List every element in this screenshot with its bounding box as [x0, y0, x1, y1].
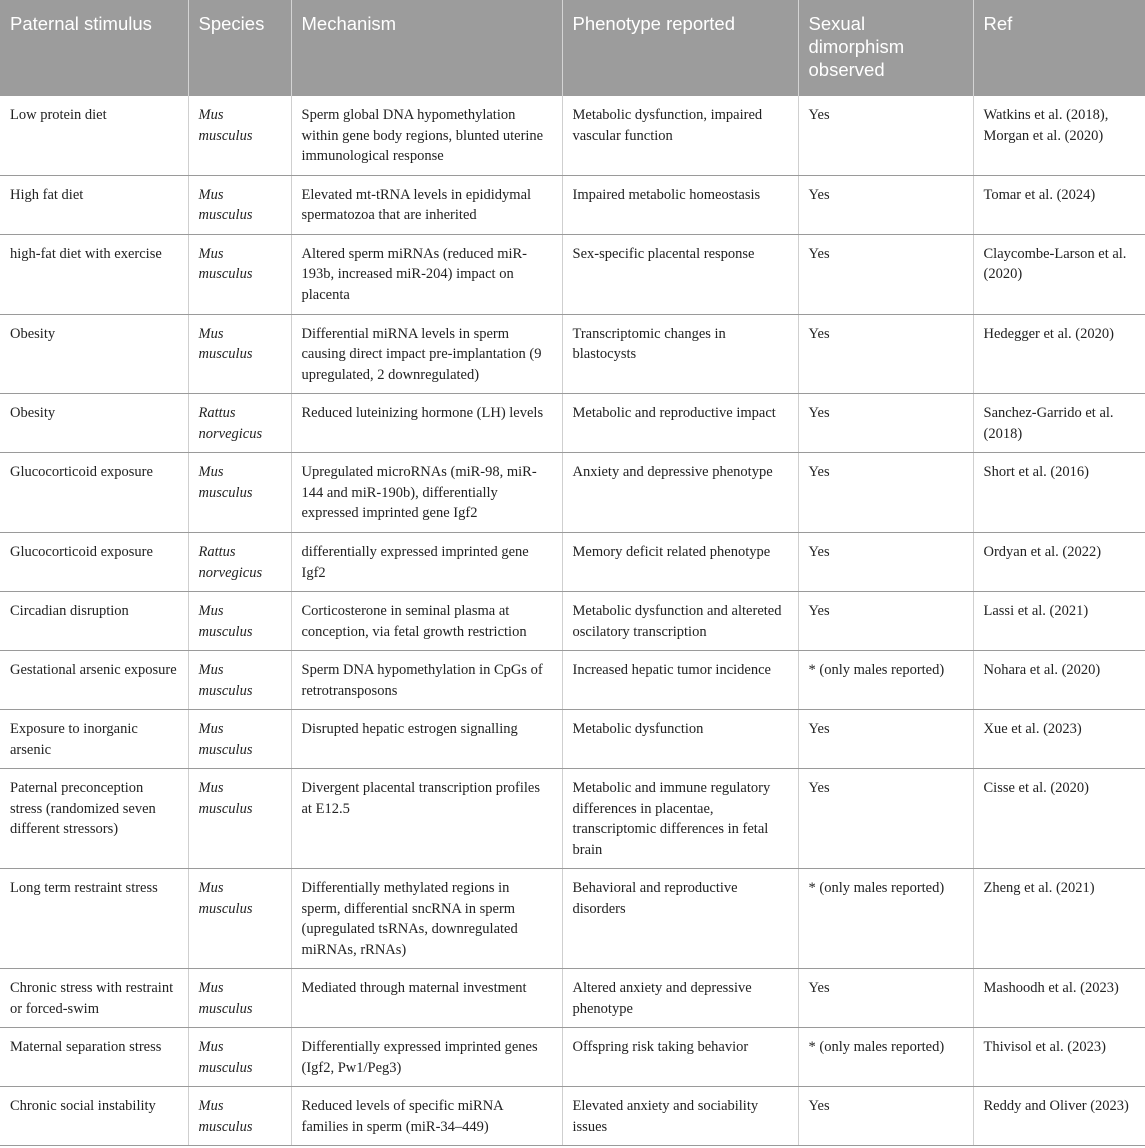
mechanism-cell: Differentially expressed imprinted genes (Igf2, Pw1/Peg3): [291, 1028, 562, 1087]
species-cell: Mus musculus: [188, 1087, 291, 1146]
ref-cell: Ordyan et al. (2022): [973, 533, 1145, 592]
species-cell: Rattus norvegicus: [188, 394, 291, 453]
stimulus-cell: High fat diet: [0, 175, 188, 234]
dimorphism-cell: Yes: [798, 1087, 973, 1146]
table-row: [0, 175, 1145, 234]
dimorphism-cell: Yes: [798, 394, 973, 453]
header-row: [0, 0, 1145, 96]
table-row: [0, 453, 1145, 533]
dimorphism-cell: Yes: [798, 96, 973, 175]
species-cell: Mus musculus: [188, 710, 291, 769]
phenotype-cell: Behavioral and reproductive disorders: [562, 869, 798, 969]
dimorphism-cell: Yes: [798, 769, 973, 869]
table-row: [0, 769, 1145, 869]
table-row: [0, 869, 1145, 969]
header-paternal-stimulus: Paternal stimulus: [0, 0, 188, 96]
dimorphism-cell: * (only males reported): [798, 651, 973, 710]
stimulus-cell: Glucocorticoid exposure: [0, 453, 188, 533]
stimulus-cell: Glucocorticoid exposure: [0, 533, 188, 592]
ref-cell: Nohara et al. (2020): [973, 651, 1145, 710]
phenotype-cell: Altered anxiety and depressive phenotype: [562, 969, 798, 1028]
species-cell: Mus musculus: [188, 769, 291, 869]
header-phenotype-reported: Phenotype reported: [562, 0, 798, 96]
phenotype-cell: Metabolic dysfunction: [562, 710, 798, 769]
header-sexual-dimorphism: Sexual dimorphism observed: [798, 0, 973, 96]
ref-cell: Zheng et al. (2021): [973, 869, 1145, 969]
ref-cell: Cisse et al. (2020): [973, 769, 1145, 869]
dimorphism-cell: Yes: [798, 710, 973, 769]
ref-cell: Thivisol et al. (2023): [973, 1028, 1145, 1087]
ref-cell: Reddy and Oliver (2023): [973, 1087, 1145, 1146]
phenotype-cell: Impaired metabolic homeostasis: [562, 175, 798, 234]
mechanism-cell: Upregulated microRNAs (miR-98, miR-144 and miR-190b), differentially expressed imprinted gene Igf2: [291, 453, 562, 533]
mechanism-cell: Elevated mt-tRNA levels in epididymal spermatozoa that are inherited: [291, 175, 562, 234]
table-row: [0, 1087, 1145, 1146]
ref-cell: Xue et al. (2023): [973, 710, 1145, 769]
table-row: [0, 533, 1145, 592]
dimorphism-cell: Yes: [798, 175, 973, 234]
mechanism-cell: Divergent placental transcription profiles at E12.5: [291, 769, 562, 869]
table-row: [0, 234, 1145, 314]
ref-cell: Watkins et al. (2018), Morgan et al. (2020): [973, 96, 1145, 175]
mechanism-cell: Corticosterone in seminal plasma at conception, via fetal growth restriction: [291, 592, 562, 651]
stimulus-cell: Exposure to inorganic arsenic: [0, 710, 188, 769]
table-header: [0, 0, 1145, 96]
stimulus-cell: Chronic social instability: [0, 1087, 188, 1146]
dimorphism-cell: Yes: [798, 453, 973, 533]
species-cell: Mus musculus: [188, 592, 291, 651]
stimulus-cell: Maternal separation stress: [0, 1028, 188, 1087]
stimulus-cell: high-fat diet with exercise: [0, 234, 188, 314]
phenotype-cell: Elevated anxiety and sociability issues: [562, 1087, 798, 1146]
ref-cell: Hedegger et al. (2020): [973, 314, 1145, 394]
species-cell: Rattus norvegicus: [188, 533, 291, 592]
header-mechanism: Mechanism: [291, 0, 562, 96]
ref-cell: Sanchez-Garrido et al. (2018): [973, 394, 1145, 453]
table-row: [0, 1028, 1145, 1087]
stimulus-cell: Gestational arsenic exposure: [0, 651, 188, 710]
stimulus-cell: Low protein diet: [0, 96, 188, 175]
species-cell: Mus musculus: [188, 453, 291, 533]
dimorphism-cell: Yes: [798, 234, 973, 314]
mechanism-cell: Reduced levels of specific miRNA families in sperm (miR-34–449): [291, 1087, 562, 1146]
mechanism-cell: Differentially methylated regions in sperm, differential sncRNA in sperm (upregulated tsRNAs, downregulated miRNAs, rRNAs): [291, 869, 562, 969]
mechanism-cell: Reduced luteinizing hormone (LH) levels: [291, 394, 562, 453]
mechanism-cell: Differential miRNA levels in sperm causing direct impact pre-implantation (9 upregulated, 2 downregulated): [291, 314, 562, 394]
mechanism-cell: Altered sperm miRNAs (reduced miR-193b, increased miR-204) impact on placenta: [291, 234, 562, 314]
ref-cell: Tomar et al. (2024): [973, 175, 1145, 234]
stimulus-cell: Obesity: [0, 394, 188, 453]
phenotype-cell: Offspring risk taking behavior: [562, 1028, 798, 1087]
stimulus-cell: Chronic stress with restraint or forced-swim: [0, 969, 188, 1028]
mechanism-cell: Disrupted hepatic estrogen signalling: [291, 710, 562, 769]
table-row: [0, 592, 1145, 651]
table-row: [0, 394, 1145, 453]
table-row: [0, 710, 1145, 769]
table-row: [0, 314, 1145, 394]
stimulus-cell: Long term restraint stress: [0, 869, 188, 969]
ref-cell: Lassi et al. (2021): [973, 592, 1145, 651]
dimorphism-cell: * (only males reported): [798, 869, 973, 969]
mechanism-cell: Sperm global DNA hypomethylation within gene body regions, blunted uterine immunological response: [291, 96, 562, 175]
mechanism-cell: Sperm DNA hypomethylation in CpGs of retrotransposons: [291, 651, 562, 710]
phenotype-cell: Metabolic and reproductive impact: [562, 394, 798, 453]
dimorphism-cell: Yes: [798, 314, 973, 394]
stimulus-cell: Obesity: [0, 314, 188, 394]
dimorphism-cell: Yes: [798, 592, 973, 651]
table-row: [0, 96, 1145, 175]
species-cell: Mus musculus: [188, 234, 291, 314]
stimulus-cell: Circadian disruption: [0, 592, 188, 651]
mechanism-cell: differentially expressed imprinted gene Igf2: [291, 533, 562, 592]
phenotype-cell: Transcriptomic changes in blastocysts: [562, 314, 798, 394]
table-row: [0, 969, 1145, 1028]
ref-cell: Claycombe-Larson et al. (2020): [973, 234, 1145, 314]
dimorphism-cell: Yes: [798, 969, 973, 1028]
species-cell: Mus musculus: [188, 314, 291, 394]
phenotype-cell: Metabolic and immune regulatory differences in placentae, transcriptomic differences in fetal brain: [562, 769, 798, 869]
header-species: Species: [188, 0, 291, 96]
phenotype-cell: Metabolic dysfunction and altereted oscilatory transcription: [562, 592, 798, 651]
species-cell: Mus musculus: [188, 96, 291, 175]
table-row: [0, 651, 1145, 710]
species-cell: Mus musculus: [188, 175, 291, 234]
species-cell: Mus musculus: [188, 1028, 291, 1087]
species-cell: Mus musculus: [188, 969, 291, 1028]
phenotype-cell: Increased hepatic tumor incidence: [562, 651, 798, 710]
header-ref: Ref: [973, 0, 1145, 96]
species-cell: Mus musculus: [188, 651, 291, 710]
table-body: [0, 96, 1145, 1146]
species-cell: Mus musculus: [188, 869, 291, 969]
dimorphism-cell: Yes: [798, 533, 973, 592]
phenotype-cell: Metabolic dysfunction, impaired vascular function: [562, 96, 798, 175]
stimulus-cell: Paternal preconception stress (randomized seven different stressors): [0, 769, 188, 869]
ref-cell: Mashoodh et al. (2023): [973, 969, 1145, 1028]
ref-cell: Short et al. (2016): [973, 453, 1145, 533]
phenotype-cell: Sex-specific placental response: [562, 234, 798, 314]
phenotype-cell: Anxiety and depressive phenotype: [562, 453, 798, 533]
mechanism-cell: Mediated through maternal investment: [291, 969, 562, 1028]
dimorphism-cell: * (only males reported): [798, 1028, 973, 1087]
phenotype-cell: Memory deficit related phenotype: [562, 533, 798, 592]
